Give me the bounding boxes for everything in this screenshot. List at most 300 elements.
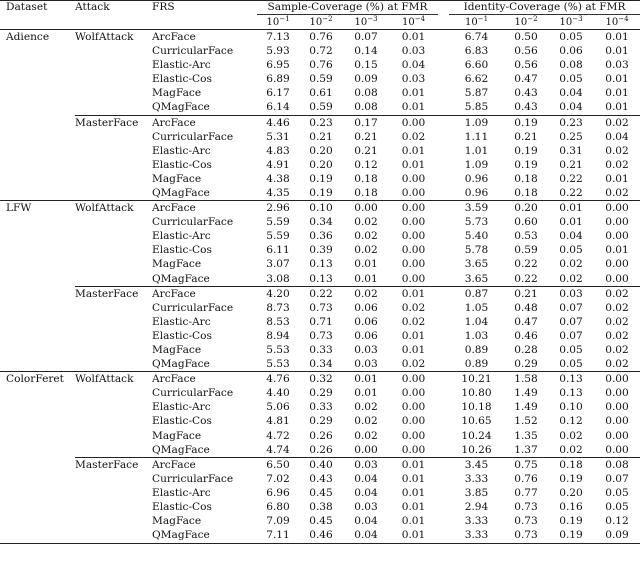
sample-coverage-cell: 0.00: [401, 230, 426, 243]
sample-coverage-cell: 0.72: [309, 45, 333, 58]
identity-coverage-cell: 0.00: [605, 443, 629, 456]
identity-coverage-cell: 0.01: [548, 201, 594, 216]
sample-coverage-cell: 0.02: [401, 301, 426, 314]
table-row: [0, 401, 640, 415]
sample-coverage-cell: 5.31: [266, 130, 290, 143]
sample-coverage-cell: 0.73: [309, 301, 333, 314]
table-row: [0, 429, 640, 443]
sample-coverage-cell: 6.96: [266, 486, 290, 499]
identity-coverage-cell: 0.02: [559, 272, 583, 285]
sample-coverage-cell: 0.01: [401, 515, 426, 528]
dataset-cell: [0, 486, 75, 500]
sample-coverage-cell: 0.32: [299, 372, 343, 387]
fmr-header-row: [0, 15, 640, 30]
sample-coverage-cell: 0.06: [354, 329, 378, 342]
table-row: [0, 514, 640, 528]
identity-coverage-cell: 10.65: [461, 415, 492, 428]
sample-coverage-cell: 5.59: [266, 216, 290, 229]
dataset-cell: [0, 514, 75, 528]
sample-coverage-cell: 7.02: [266, 472, 290, 485]
fmr-base: 10: [464, 17, 478, 29]
column-gap: [438, 272, 449, 287]
identity-coverage-cell: 0.02: [559, 258, 583, 271]
identity-coverage-cell: 0.56: [514, 45, 538, 58]
identity-coverage-cell: 0.22: [559, 186, 583, 199]
attack-cell: MasterFace: [75, 458, 152, 473]
dataset-cell: [0, 415, 75, 429]
identity-coverage-cell: 5.87: [464, 87, 489, 100]
identity-coverage-cell: 0.48: [514, 301, 538, 314]
sample-coverage-cell: 0.00: [343, 201, 389, 216]
identity-coverage-cell: 0.75: [504, 458, 548, 473]
sample-coverage-cell: 7.09: [266, 515, 290, 528]
column-gap: [438, 186, 449, 201]
identity-coverage-cell: 0.19: [514, 158, 538, 171]
sample-coverage-cell: 0.40: [299, 458, 343, 473]
attack-cell: [75, 130, 152, 144]
frs-cell: Elastic-Cos: [152, 73, 212, 86]
column-gap: [438, 30, 449, 45]
identity-coverage-cell: 0.04: [559, 101, 583, 114]
attack-cell: [75, 301, 152, 315]
sample-coverage-cell: 0.03: [354, 501, 378, 514]
identity-coverage-cell: 5.85: [464, 101, 489, 114]
sample-coverage-cell: 0.04: [401, 59, 426, 72]
sample-coverage-cell: 0.04: [354, 486, 378, 499]
attack-cell: [75, 272, 152, 287]
identity-coverage-cell: 0.60: [514, 216, 538, 229]
identity-coverage-cell: 3.33: [464, 472, 489, 485]
attack-cell: [75, 329, 152, 343]
attack-cell: WolfAttack: [75, 201, 152, 216]
sample-coverage-cell: 0.01: [354, 272, 378, 285]
identity-coverage-cell: 0.50: [514, 30, 538, 43]
sample-coverage-cell: 0.08: [354, 101, 378, 114]
sample-coverage-cell: 0.00: [401, 443, 426, 456]
identity-coverage-cell: 0.02: [605, 344, 629, 356]
identity-coverage-cell: 0.01: [605, 30, 629, 43]
sample-coverage-cell: 3.08: [266, 272, 290, 285]
frs-cell: Elastic-Arc: [152, 230, 211, 243]
sample-coverage-cell: 0.01: [401, 501, 426, 514]
column-gap: [438, 401, 449, 415]
sample-coverage-cell: 6.95: [266, 59, 290, 72]
identity-coverage-cell: 0.10: [559, 401, 583, 414]
sample-coverage-cell: 6.80: [266, 501, 290, 514]
column-gap: [438, 500, 449, 514]
identity-coverage-cell: 0.76: [514, 472, 538, 485]
sample-coverage-cell: 0.06: [354, 301, 378, 314]
table-row: [0, 343, 640, 357]
identity-coverage-cell: 0.02: [559, 429, 583, 442]
sample-coverage-cell: 0.02: [354, 216, 378, 229]
identity-coverage-cell: 1.52: [514, 415, 538, 428]
frs-cell: MagFace: [152, 172, 202, 185]
dataset-cell: [0, 186, 75, 201]
sample-fmr-4: [389, 15, 438, 30]
frs-cell: Elastic-Cos: [152, 244, 212, 257]
identity-coverage-cell: 10.26: [461, 443, 492, 456]
table-row: [0, 472, 640, 486]
identity-coverage-cell: 0.21: [504, 286, 548, 301]
sample-coverage-cell: 6.89: [266, 73, 290, 86]
sample-coverage-cell: 0.34: [309, 358, 333, 371]
sample-coverage-cell: 0.21: [354, 144, 378, 157]
identity-coverage-cell: 0.05: [559, 73, 583, 86]
identity-coverage-cell: 0.04: [559, 87, 583, 100]
sample-coverage-cell: 0.59: [309, 101, 333, 114]
sample-coverage-cell: 0.00: [401, 401, 426, 414]
identity-coverage-cell: 0.02: [605, 329, 629, 342]
identity-coverage-cell: 1.37: [514, 443, 538, 456]
table-row: [0, 415, 640, 429]
header-sample-coverage: Sample-Coverage (%) at FMR: [257, 0, 438, 15]
sample-coverage-cell: 0.01: [354, 387, 378, 400]
frs-cell: MagFace: [152, 515, 202, 528]
column-gap: [438, 215, 449, 229]
table-row: [0, 387, 640, 401]
table-row: [0, 144, 640, 158]
identity-coverage-cell: 0.01: [559, 216, 583, 229]
sample-coverage-cell: 0.15: [354, 59, 378, 72]
identity-coverage-cell: 1.05: [464, 301, 489, 314]
table-row: [0, 44, 640, 58]
dataset-cell: [0, 244, 75, 258]
table-row: [0, 315, 640, 329]
frs-cell: Elastic-Arc: [152, 486, 211, 499]
identity-coverage-cell: 0.02: [605, 315, 629, 328]
dataset-cell: [0, 458, 75, 473]
identity-coverage-cell: 3.65: [464, 258, 489, 271]
identity-fmr-3: [548, 15, 594, 30]
dataset-cell: LFW: [0, 201, 75, 216]
sample-coverage-cell: 0.02: [354, 415, 378, 428]
column-gap: [438, 244, 449, 258]
sample-coverage-cell: 0.04: [354, 515, 378, 528]
attack-cell: [75, 528, 152, 543]
sample-coverage-cell: 5.53: [266, 358, 290, 371]
sample-coverage-cell: 0.01: [389, 458, 438, 473]
sample-coverage-cell: 0.34: [309, 216, 333, 229]
sample-coverage-cell: 0.02: [401, 358, 426, 371]
identity-coverage-cell: 0.05: [559, 344, 583, 356]
identity-coverage-cell: 0.25: [559, 130, 583, 143]
identity-coverage-cell: 0.19: [504, 115, 548, 130]
identity-coverage-cell: 0.01: [605, 244, 629, 257]
identity-coverage-cell: 0.05: [559, 244, 583, 257]
sample-coverage-cell: 0.18: [354, 172, 378, 185]
identity-coverage-cell: 0.20: [504, 201, 548, 216]
sample-coverage-cell: 0.73: [309, 329, 333, 342]
sample-coverage-cell: 0.04: [354, 472, 378, 485]
sample-coverage-cell: 0.19: [309, 172, 333, 185]
identity-coverage-cell: 0.43: [514, 101, 538, 114]
dataset-cell: [0, 301, 75, 315]
sample-coverage-cell: 0.36: [309, 230, 333, 243]
sample-coverage-cell: 4.38: [266, 172, 290, 185]
identity-coverage-cell: 1.49: [514, 387, 538, 400]
dataset-cell: [0, 115, 75, 130]
column-gap: [438, 158, 449, 172]
identity-coverage-cell: 0.01: [605, 73, 629, 86]
identity-coverage-cell: 0.02: [594, 115, 640, 130]
table-row: [0, 272, 640, 287]
identity-coverage-cell: 0.02: [605, 186, 629, 199]
identity-coverage-cell: 10.21: [449, 372, 504, 387]
frs-cell: ArcFace: [152, 30, 196, 43]
identity-coverage-cell: 0.08: [559, 59, 583, 72]
identity-coverage-cell: 10.18: [461, 401, 492, 414]
identity-coverage-cell: 0.12: [559, 415, 583, 428]
identity-coverage-cell: 0.89: [464, 344, 489, 356]
identity-coverage-cell: 0.07: [559, 329, 583, 342]
frs-cell: MagFace: [152, 258, 202, 271]
identity-coverage-cell: 0.18: [514, 186, 538, 199]
table-row: [0, 130, 640, 144]
frs-cell: Elastic-Cos: [152, 329, 212, 342]
identity-coverage-cell: 6.74: [464, 30, 489, 43]
table-row: [0, 372, 640, 387]
dataset-cell: [0, 144, 75, 158]
identity-coverage-cell: 0.53: [514, 230, 538, 243]
identity-coverage-cell: 0.28: [514, 344, 538, 356]
sample-coverage-cell: 0.07: [354, 30, 378, 43]
column-gap: [438, 514, 449, 528]
sample-coverage-cell: 0.08: [354, 87, 378, 100]
dataset-cell: [0, 72, 75, 86]
fmr-base: 10: [514, 17, 528, 29]
fmr-base: 10: [309, 17, 323, 29]
attack-cell: [75, 315, 152, 329]
attack-cell: [75, 44, 152, 58]
sample-coverage-cell: 0.01: [401, 329, 426, 342]
attack-cell: [75, 429, 152, 443]
frs-cell: ArcFace: [152, 286, 257, 301]
sample-coverage-cell: 0.00: [401, 258, 426, 271]
column-gap: [438, 458, 449, 473]
frs-cell: MagFace: [152, 87, 202, 100]
sample-coverage-cell: 8.73: [266, 301, 290, 314]
sample-coverage-cell: 4.40: [266, 387, 290, 400]
identity-coverage-cell: 0.00: [594, 372, 640, 387]
sample-coverage-cell: 0.03: [354, 358, 378, 371]
sample-fmr-3: [343, 15, 389, 30]
sample-coverage-cell: 0.18: [354, 186, 378, 199]
identity-coverage-cell: 0.18: [548, 458, 594, 473]
column-gap: [438, 230, 449, 244]
sample-coverage-cell: 0.01: [389, 528, 438, 543]
sample-coverage-cell: 5.93: [266, 45, 290, 58]
frs-cell: Elastic-Arc: [152, 401, 211, 414]
identity-fmr-1: [449, 15, 504, 30]
dataset-cell: [0, 130, 75, 144]
dataset-cell: [0, 286, 75, 301]
fmr-exponent: −1: [279, 15, 290, 24]
table-row: [0, 172, 640, 186]
identity-coverage-cell: 0.00: [594, 201, 640, 216]
identity-coverage-cell: 0.29: [514, 358, 538, 371]
sample-coverage-cell: 0.00: [401, 415, 426, 428]
column-gap: [438, 315, 449, 329]
dataset-cell: [0, 443, 75, 458]
frs-cell: QMagFace: [152, 443, 210, 456]
identity-coverage-cell: 0.05: [605, 486, 629, 499]
sample-coverage-cell: 6.17: [266, 87, 290, 100]
table-row: [0, 286, 640, 301]
identity-coverage-cell: 0.13: [559, 387, 583, 400]
identity-coverage-cell: 0.87: [449, 286, 504, 301]
identity-coverage-cell: 1.49: [514, 401, 538, 414]
identity-coverage-cell: 0.00: [605, 415, 629, 428]
sample-coverage-cell: 0.00: [401, 216, 426, 229]
dataset-cell: [0, 158, 75, 172]
sample-coverage-cell: 0.45: [309, 486, 333, 499]
fmr-exponent: −3: [572, 15, 583, 24]
column-gap: [438, 387, 449, 401]
header-dataset: Dataset: [6, 1, 48, 13]
identity-coverage-cell: 2.94: [464, 501, 489, 514]
column-gap: [438, 101, 449, 116]
sample-coverage-cell: 0.21: [309, 130, 333, 143]
dataset-cell: [0, 387, 75, 401]
header-frs: FRS: [152, 1, 175, 13]
sample-coverage-cell: 0.02: [343, 286, 389, 301]
fmr-exponent: −4: [414, 15, 426, 24]
attack-cell: [75, 215, 152, 229]
sample-coverage-cell: 0.01: [354, 258, 378, 271]
identity-coverage-cell: 0.00: [605, 272, 629, 285]
table-row: [0, 72, 640, 86]
identity-coverage-cell: 0.06: [559, 45, 583, 58]
attack-cell: MasterFace: [75, 115, 152, 130]
identity-coverage-cell: 1.58: [504, 372, 548, 387]
dataset-cell: [0, 429, 75, 443]
sample-coverage-cell: 0.17: [343, 115, 389, 130]
column-gap: [438, 172, 449, 186]
identity-coverage-cell: 0.01: [605, 87, 629, 100]
column-gap: [438, 329, 449, 343]
column-gap: [438, 429, 449, 443]
sample-coverage-cell: 6.50: [257, 458, 299, 473]
table-row: [0, 329, 640, 343]
table-row: [0, 528, 640, 543]
sample-fmr-2: [299, 15, 343, 30]
frs-cell: QMagFace: [152, 528, 257, 543]
identity-coverage-cell: 3.85: [464, 486, 489, 499]
frs-cell: QMagFace: [152, 358, 210, 371]
sample-coverage-cell: 8.53: [266, 315, 290, 328]
sample-coverage-cell: 0.01: [401, 87, 426, 100]
fmr-exponent: −2: [527, 15, 538, 24]
sample-coverage-cell: 5.53: [266, 344, 290, 356]
column-gap: [438, 258, 449, 272]
identity-coverage-cell: 0.23: [548, 115, 594, 130]
identity-coverage-cell: 0.46: [514, 329, 538, 342]
column-gap: [438, 472, 449, 486]
table-row: [0, 186, 640, 201]
sample-coverage-cell: 0.23: [299, 115, 343, 130]
sample-coverage-cell: 0.00: [389, 115, 438, 130]
dataset-cell: [0, 230, 75, 244]
sample-coverage-cell: 0.20: [309, 144, 333, 157]
sample-coverage-cell: 0.01: [401, 472, 426, 485]
identity-coverage-cell: 0.22: [559, 172, 583, 185]
identity-coverage-cell: 0.19: [559, 472, 583, 485]
sample-coverage-cell: 7.11: [257, 528, 299, 543]
column-gap: [438, 357, 449, 372]
sample-coverage-cell: 4.76: [257, 372, 299, 387]
attack-cell: [75, 144, 152, 158]
frs-cell: ArcFace: [152, 115, 257, 130]
attack-cell: [75, 87, 152, 101]
attack-cell: [75, 415, 152, 429]
column-gap: [438, 44, 449, 58]
table-row: [0, 500, 640, 514]
identity-coverage-cell: 10.24: [461, 429, 492, 442]
column-gap: [438, 87, 449, 101]
sample-coverage-cell: 0.39: [309, 244, 333, 257]
sample-coverage-cell: 0.21: [354, 130, 378, 143]
sample-coverage-cell: 4.46: [257, 115, 299, 130]
table-row: [0, 101, 640, 116]
sample-coverage-cell: 0.01: [401, 158, 426, 171]
attack-cell: [75, 514, 152, 528]
identity-coverage-cell: 0.16: [559, 501, 583, 514]
sample-coverage-cell: 0.26: [309, 429, 333, 442]
sample-coverage-cell: 0.38: [309, 501, 333, 514]
identity-coverage-cell: 0.02: [605, 358, 629, 371]
fmr-base: 10: [559, 17, 573, 29]
identity-coverage-cell: 0.43: [514, 87, 538, 100]
identity-coverage-cell: 3.45: [449, 458, 504, 473]
identity-coverage-cell: 1.01: [464, 144, 489, 157]
sample-coverage-cell: 0.33: [309, 401, 333, 414]
fmr-exponent: −3: [367, 15, 378, 24]
sample-coverage-cell: 0.02: [354, 230, 378, 243]
sample-coverage-cell: 0.20: [309, 158, 333, 171]
table-row: [0, 258, 640, 272]
frs-cell: Elastic-Cos: [152, 501, 212, 514]
sample-coverage-cell: 0.01: [401, 486, 426, 499]
sample-coverage-cell: 4.91: [266, 158, 290, 171]
identity-coverage-cell: 3.33: [449, 528, 504, 543]
sample-coverage-cell: 0.00: [401, 186, 426, 199]
identity-coverage-cell: 0.96: [464, 172, 489, 185]
table-row: [0, 30, 640, 45]
identity-coverage-cell: 0.77: [514, 486, 538, 499]
fmr-base: 10: [266, 17, 280, 29]
sample-coverage-cell: 7.13: [266, 30, 290, 43]
identity-coverage-cell: 1.03: [464, 329, 489, 342]
frs-cell: Elastic-Cos: [152, 415, 212, 428]
sample-coverage-cell: 0.59: [309, 73, 333, 86]
table-row: [0, 458, 640, 473]
attack-cell: [75, 101, 152, 116]
identity-coverage-cell: 0.00: [605, 216, 629, 229]
identity-coverage-cell: 0.00: [605, 429, 629, 442]
identity-coverage-cell: 0.22: [514, 258, 538, 271]
fmr-base: 10: [605, 17, 619, 29]
dataset-cell: [0, 357, 75, 372]
identity-coverage-cell: 5.40: [464, 230, 489, 243]
sample-coverage-cell: 0.76: [309, 30, 333, 43]
attack-cell: [75, 158, 152, 172]
identity-coverage-cell: 0.13: [548, 372, 594, 387]
column-gap: [438, 343, 449, 357]
sample-coverage-cell: 0.12: [354, 158, 378, 171]
identity-coverage-cell: 0.08: [594, 458, 640, 473]
dataset-cell: [0, 329, 75, 343]
